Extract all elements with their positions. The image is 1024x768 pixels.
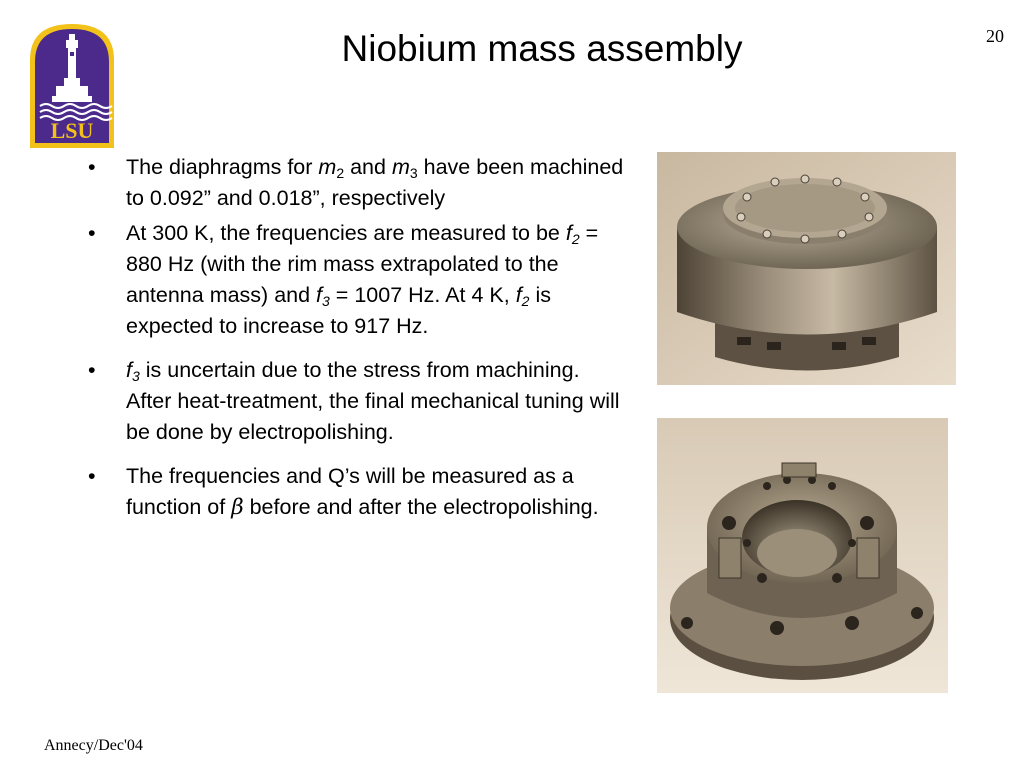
bullet-diaphragms: • The diaphragms for $m_2$ and $m_3$ have been machined to 0.092” and 0.018”, respectively (88, 152, 628, 214)
bullet-frequencies-300k: • At 300 K, the frequencies are measured to be $f_2 = 880$ Hz (with the rim mass extrapolated to the antenna mass) and $f_3 = 1007$ Hz. At 4 K, $f_2$ is expected to increase to 917 Hz. (88, 218, 628, 342)
bullet-q-measurement: • The frequencies and Q’s will be measured as a function of β before and after the electropolishing. (88, 461, 628, 523)
bullet-list (88, 152, 628, 536)
lsu-logo-text: LSU (50, 118, 94, 143)
slide-number: 20 (986, 26, 1004, 46)
lsu-logo (26, 20, 118, 152)
bullet-f3-uncertain: • $f_3$ is uncertain due to the stress from machining. After heat-treatment, the final mechanical tuning will be done by electropolishing. (88, 355, 628, 448)
photo-mass-assembly-open (657, 418, 948, 693)
slide-title: Niobium mass assembly (341, 28, 743, 69)
slide-footer: Annecy/Dec'04 (44, 737, 143, 754)
photo-mass-assembly-closed (657, 152, 956, 385)
